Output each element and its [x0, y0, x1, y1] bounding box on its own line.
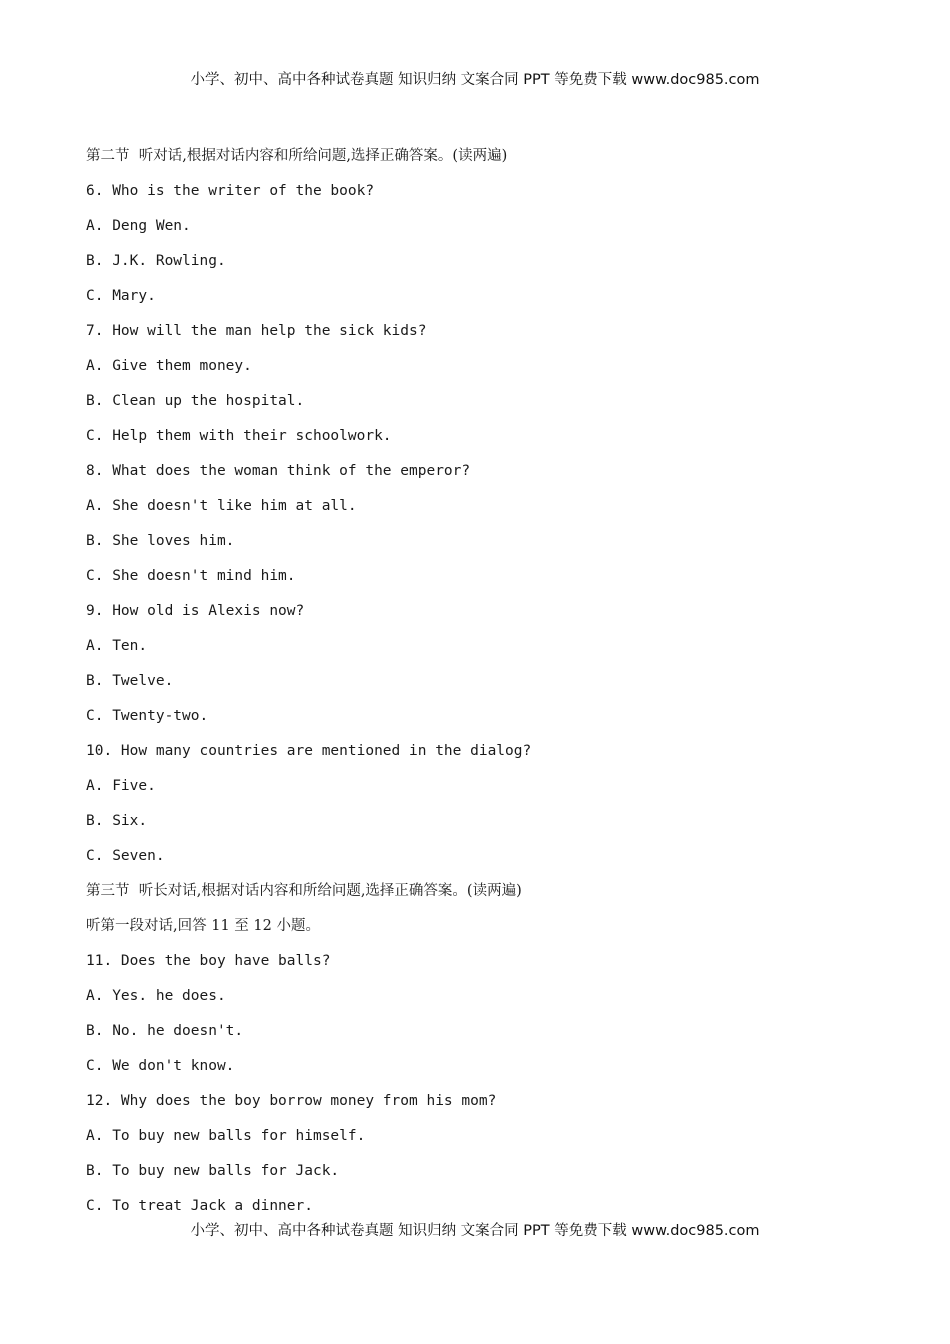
answer-option: B. Twelve.	[86, 673, 174, 689]
question: 9. How old is Alexis now?	[86, 603, 305, 619]
question: 6. Who is the writer of the book?	[86, 183, 375, 199]
page-header: 小学、初中、高中各种试卷真题 知识归纳 文案合同 PPT 等免费下载 www.doc985.com	[190, 72, 760, 88]
answer-option: C. Twenty-two.	[86, 708, 209, 724]
question: 10. How many countries are mentioned in the dialog?	[86, 743, 532, 759]
answer-option: A. Deng Wen.	[86, 218, 191, 234]
question: 7. How will the man help the sick kids?	[86, 323, 427, 339]
answer-option: B. Six.	[86, 813, 148, 829]
answer-option: C. We don't know.	[86, 1058, 235, 1074]
answer-option: C. Seven.	[86, 848, 165, 864]
answer-option: B. Clean up the hospital.	[86, 393, 305, 409]
answer-option: A. To buy new balls for himself.	[86, 1128, 366, 1144]
answer-option: C. To treat Jack a dinner.	[86, 1198, 313, 1214]
answer-option: C. She doesn't mind him.	[86, 568, 296, 584]
section-heading: 第三节 听长对话,根据对话内容和所给问题,选择正确答案。(读两遍)	[86, 883, 522, 899]
question: 12. Why does the boy borrow money from his mom?	[86, 1093, 497, 1109]
answer-option: A. Give them money.	[86, 358, 252, 374]
instruction: 听第一段对话,回答 11 至 12 小题。	[86, 918, 320, 934]
document-body	[86, 146, 886, 1231]
question: 8. What does the woman think of the emperor?	[86, 463, 471, 479]
answer-option: B. No. he doesn't.	[86, 1023, 244, 1039]
section-heading: 第二节 听对话,根据对话内容和所给问题,选择正确答案。(读两遍)	[86, 148, 508, 164]
answer-option: C. Help them with their schoolwork.	[86, 428, 392, 444]
answer-option: A. She doesn't like him at all.	[86, 498, 357, 514]
answer-option: A. Five.	[86, 778, 156, 794]
page-footer: 小学、初中、高中各种试卷真题 知识归纳 文案合同 PPT 等免费下载 www.doc985.com	[190, 1223, 760, 1239]
answer-option: B. J.K. Rowling.	[86, 253, 226, 269]
answer-option: A. Ten.	[86, 638, 148, 654]
question: 11. Does the boy have balls?	[86, 953, 331, 969]
answer-option: A. Yes. he does.	[86, 988, 226, 1004]
answer-option: C. Mary.	[86, 288, 156, 304]
answer-option: B. To buy new balls for Jack.	[86, 1163, 340, 1179]
answer-option: B. She loves him.	[86, 533, 235, 549]
